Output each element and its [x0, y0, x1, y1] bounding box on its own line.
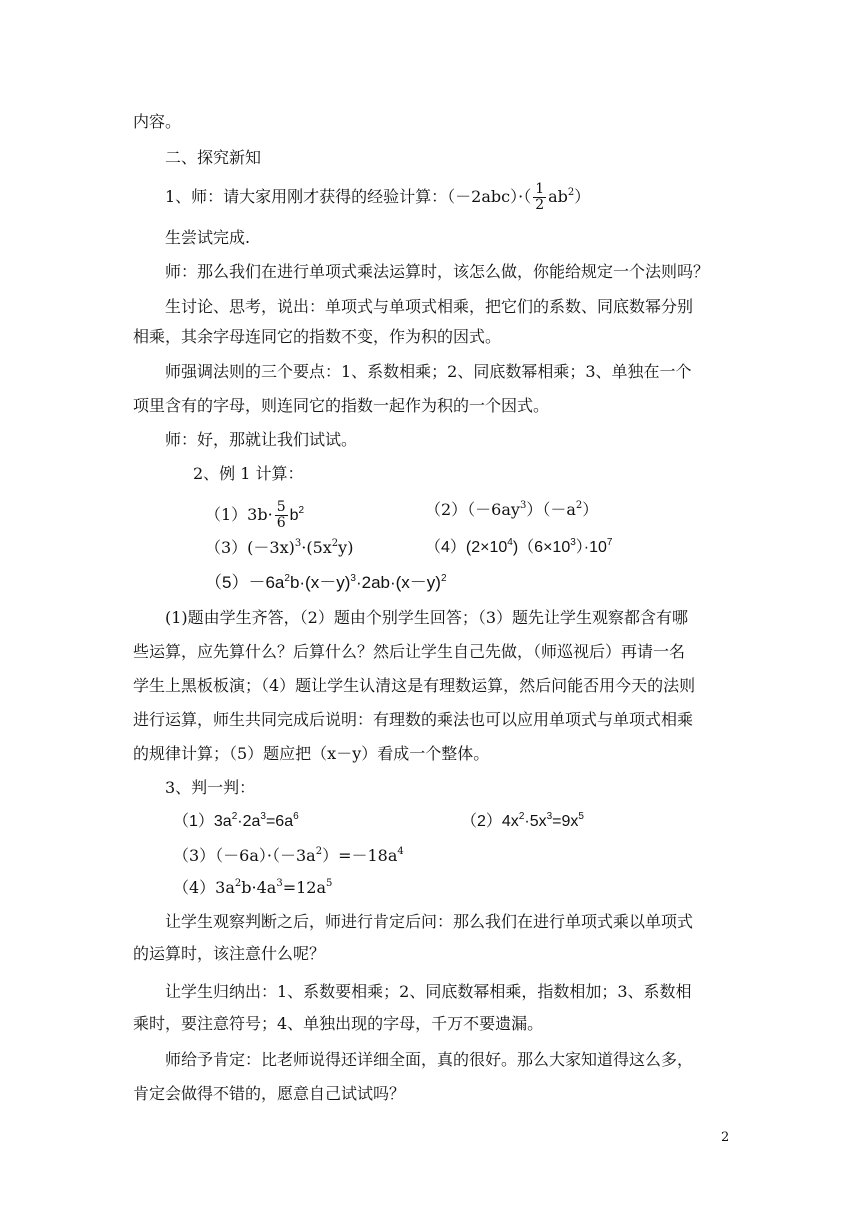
text-run: （1）3a — [173, 813, 232, 830]
text-line: 内容。 — [133, 112, 182, 131]
text-run: b·4a — [241, 878, 277, 897]
text-run: ·2ab·(x－y) — [355, 573, 441, 592]
text-line: 进行运算，师生共同完成后说明：有理数的乘法也可以应用单项式与单项式相乘 — [133, 710, 694, 729]
text-run: ·(5x — [301, 538, 332, 557]
text-run: =9x — [552, 813, 579, 830]
text-line: 乘时，要注意符号；4、单独出现的字母，千万不要遗漏。 — [133, 1014, 544, 1033]
exponent: 3 — [570, 537, 576, 548]
text-run: （5）－6a — [205, 573, 285, 592]
text-run: ·2a — [237, 813, 261, 830]
example-item-1 — [205, 500, 304, 531]
text-run: ·5x — [524, 813, 547, 830]
example-item-2 — [425, 500, 598, 520]
exponent: 3 — [546, 811, 553, 822]
exercise-item-2 — [461, 812, 584, 832]
fraction-numerator: 1 — [535, 181, 545, 197]
exponent: 5 — [578, 811, 584, 822]
text-run: 1、师：请大家用刚才获得的经验计算：（－2abc）·（ — [165, 187, 532, 206]
exponent: 4 — [397, 846, 404, 857]
text-run: （2）（－6ay — [425, 500, 520, 519]
text-run: （1）3b· — [205, 505, 273, 524]
text-run: b — [289, 507, 299, 524]
text-line: (1)题由学生齐答，（2）题由个别学生回答；（3）题先让学生观察都含有哪 — [165, 608, 689, 627]
text-run: （2）4x — [461, 813, 519, 830]
text-line: 相乘，其余字母连同它的指数不变，作为积的因式。 — [133, 327, 502, 346]
exercise-heading: 3、判一判： — [165, 778, 256, 797]
text-line: 让学生归纳出：1、系数要相乘；2、同底数幂相乘，指数相加；3、系数相 — [165, 982, 692, 1001]
exponent: 4 — [507, 537, 513, 548]
exponent: 3 — [294, 538, 302, 549]
text-run: ）（－a — [526, 500, 576, 519]
exponent: 2 — [284, 573, 290, 584]
exponent: 5 — [326, 878, 333, 889]
text-run: （3）(－3x) — [205, 538, 295, 557]
text-line: 师：好，那就让我们试试。 — [165, 430, 358, 449]
exponent: 3 — [276, 878, 283, 889]
exponent: 2 — [331, 538, 339, 549]
text-run: b·(x－y) — [289, 573, 351, 592]
text-run: =12a — [282, 878, 327, 897]
exercise-item-3 — [173, 846, 404, 866]
text-run: ）=－18a — [322, 846, 398, 865]
fraction-numerator: 5 — [276, 499, 286, 515]
exponent: 2 — [518, 811, 525, 822]
text-run: ab — [548, 187, 568, 206]
exponent: 3 — [350, 573, 356, 584]
text-run: （3）（－6a）·（－3a — [173, 846, 316, 865]
example-item-5 — [205, 573, 447, 593]
text-line: 些运算，应先算什么？后算什么？然后让学生自己先做，（师巡视后）再请一名 — [133, 642, 686, 661]
exponent: 2 — [234, 878, 242, 889]
section-heading: 二、探究新知 — [165, 148, 262, 167]
text-line: 师强调法则的三个要点：1、系数相乘；2、同底数幂相乘；3、单独在一个 — [165, 362, 692, 381]
fraction — [275, 500, 288, 531]
text-run: =6a — [265, 813, 294, 830]
fraction-denominator: 2 — [535, 197, 545, 213]
exponent: 2 — [231, 811, 238, 822]
exponent: 6 — [293, 811, 299, 822]
text-line: 让学生观察判断之后，师进行肯定后问：那么我们在进行单项式乘以单项式 — [165, 912, 694, 931]
exponent: 2 — [298, 505, 305, 516]
example-heading: 2、例 1 计算： — [193, 464, 304, 483]
fraction — [533, 182, 546, 213]
text-line: 项里含有的字母，则连同它的指数一起作为积的一个因式。 — [133, 396, 550, 415]
page-number: 2 — [721, 1130, 730, 1145]
text-line: 生讨论、思考，说出：单项式与单项式相乘，把它们的系数、同底数幂分别 — [165, 297, 694, 316]
exponent: 3 — [260, 811, 266, 822]
text-run: （4）3a — [173, 878, 235, 897]
text-line: 的规律计算；（5）题应把（x－y）看成一个整体。 — [133, 744, 490, 763]
text-run: ） — [574, 187, 591, 206]
exponent: 2 — [315, 846, 323, 857]
example-item-3 — [205, 538, 353, 558]
text-line: 的运算时，该注意什么呢？ — [133, 944, 326, 963]
text-run: ）·10 — [575, 539, 607, 556]
text-run: （4）(2×10 — [425, 539, 508, 556]
text-run: )（6×10 — [512, 539, 571, 556]
text-line: 学生上黑板板演；（4）题让学生认清这是有理数运算，然后问能否用今天的法则 — [133, 676, 696, 695]
exponent: 2 — [575, 500, 583, 511]
exponent: 7 — [606, 537, 613, 548]
fraction-denominator: 6 — [276, 515, 286, 531]
exponent: 2 — [440, 573, 447, 584]
text-run: ） — [582, 500, 599, 519]
text-line: 肯定会做得不错的，愿意自己试试吗？ — [133, 1084, 406, 1103]
exercise-item-1 — [173, 812, 299, 832]
exponent: 3 — [519, 500, 527, 511]
text-line: 师给予肯定：比老师说得还详细全面，真的很好。那么大家知道得这么多， — [165, 1050, 694, 1069]
example-item-4 — [425, 538, 612, 558]
exercise-item-4 — [173, 878, 332, 898]
text-line: 生尝试完成. — [165, 228, 251, 247]
text-line: 师：那么我们在进行单项式乘法运算时，该怎么做，你能给规定一个法则吗？ — [165, 262, 710, 281]
text-run: y) — [338, 538, 354, 557]
text-line-formula — [165, 182, 590, 213]
exponent: 2 — [567, 187, 575, 198]
